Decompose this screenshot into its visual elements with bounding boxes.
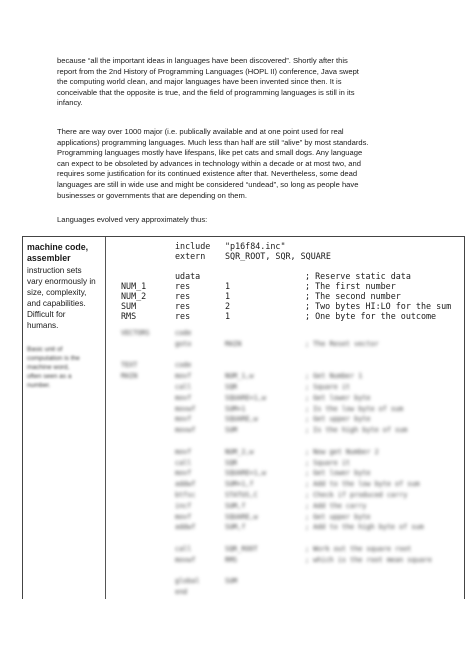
row-description-line: instruction sets: [27, 266, 82, 275]
code-opcode: movwf: [175, 555, 196, 564]
code-operand: SQUARE+1,w: [225, 469, 266, 478]
text-line: report from the 2nd History of Programming Languages (HOPL II) conference, Java swept: [57, 66, 359, 76]
code-operand: SQR: [225, 383, 238, 391]
code-operand: SQUARE,w: [225, 512, 258, 521]
code-opcode: movf: [175, 372, 192, 381]
code-comment: ; Two bytes HI:LO for the sum: [305, 301, 452, 311]
code-opcode: call: [175, 383, 192, 391]
code-label: SUM: [121, 301, 137, 311]
code-opcode: movf: [175, 393, 192, 402]
code-comment: ; Reserve static data: [305, 271, 411, 281]
text-line: infancy.: [57, 98, 83, 108]
code-opcode: movwf: [175, 426, 196, 435]
blurred-line: computation is the: [27, 355, 80, 362]
code-comment: ; Get upper byte: [305, 512, 371, 521]
text-line: conceivable that the opposite is true, and the field of programming languages is still in its: [57, 87, 355, 97]
code-comment: ; Get lower byte: [305, 393, 371, 402]
code-comment: ; Work out the square root: [305, 545, 412, 553]
blurred-line: number.: [27, 382, 51, 389]
code-operand: SUM: [225, 426, 238, 435]
code-operand: 1: [225, 311, 231, 321]
text-line: the computing world clean, and major languages have been invented since then. It is: [57, 77, 342, 87]
code-comment: ; Add to the high byte of sum: [305, 523, 424, 532]
row-title-line: machine code,: [27, 242, 89, 252]
text-line: can expect to be obsoleted by advances in technology within a decade or at most two, and: [57, 158, 361, 168]
code-opcode: extern: [175, 251, 206, 261]
code-label: NUM_2: [121, 291, 147, 301]
paragraph-evolution-intro: [57, 215, 417, 226]
row-title-line: assembler: [27, 253, 71, 263]
code-opcode: end: [175, 588, 188, 597]
text-line: because “all the important ideas in languages have been discovered”. Shortly after this: [57, 56, 348, 65]
code-operand: SQUARE+1,w: [225, 393, 266, 402]
code-opcode: incf: [175, 501, 192, 510]
row-description-line: humans.: [27, 321, 59, 330]
row-description-line: and capabilities.: [27, 299, 86, 308]
code-opcode: addwf: [175, 480, 196, 489]
languages-table: [22, 236, 465, 599]
text-line: languages are still in wide use and might be considered “undead”, so long as people have: [57, 179, 359, 189]
code-comment: ; One byte for the outcome: [305, 311, 437, 321]
code-opcode: global: [175, 577, 200, 586]
code-comment: ; Add to the low byte of sum: [305, 480, 420, 489]
code-operand: SQR: [225, 458, 238, 467]
code-operand: 1: [225, 281, 231, 291]
code-opcode: movf: [175, 415, 192, 424]
code-operand: SUM+1,f: [225, 480, 254, 489]
code-operand: MAIN: [225, 339, 242, 348]
code-operand: SUM+1: [225, 404, 246, 413]
code-opcode: addwf: [175, 523, 196, 532]
code-label: NUM_1: [121, 281, 147, 291]
code-comment: ; Now get Number 2: [305, 447, 379, 456]
code-operand: STATUS,C: [225, 491, 258, 499]
row-description-line: size, complexity,: [27, 288, 87, 297]
code-label: RMS: [121, 311, 137, 321]
code-opcode: call: [175, 545, 192, 553]
code-comment: ; Check if produced carry: [305, 491, 408, 499]
code-opcode: udata: [175, 271, 201, 281]
code-comment: ; Is the high byte of sum: [305, 426, 408, 435]
code-operand: 1: [225, 291, 231, 301]
code-comment: ; The Reset vector: [305, 339, 379, 348]
code-operand: SUM: [225, 577, 238, 586]
code-opcode: movf: [175, 447, 192, 456]
code-comment: ; which is the root mean square: [305, 555, 432, 564]
paragraph-hopl: [57, 56, 417, 109]
text-line: applications) programming languages. Much less than half are still “alive” by most standards.: [57, 137, 369, 147]
text-line: There are way over 1000 major (i.e. publically available and at one point used for real: [57, 127, 344, 136]
code-comment: ; Get lower byte: [305, 469, 371, 478]
code-opcode: movf: [175, 469, 192, 478]
code-opcode: btfsc: [175, 491, 196, 499]
code-comment: ; Square it: [305, 458, 351, 467]
code-comment: ; Get upper byte: [305, 415, 371, 424]
code-opcode: res: [175, 281, 191, 291]
code-label: TEXT: [121, 361, 138, 370]
blurred-line: often seen as a: [27, 373, 72, 380]
code-operand: 2: [225, 301, 231, 311]
code-operand: NUM_2,w: [225, 447, 254, 456]
code-label: VECTORS: [121, 329, 150, 337]
code-opcode: movwf: [175, 404, 196, 413]
code-operand: "p16f84.inc": [225, 241, 286, 251]
blurred-line: machine word,: [27, 364, 70, 371]
code-comment: ; Add the carry: [305, 501, 367, 510]
code-comment: ; Square it: [305, 383, 351, 391]
code-comment: ; The second number: [305, 291, 401, 301]
text-line: businesses or governments that are depending on them.: [57, 190, 247, 200]
code-opcode: call: [175, 458, 192, 467]
text-line: Programming languages mostly have lifespans, like pet cats and small dogs. Any language: [57, 148, 363, 158]
assembly-code-listing: [23, 237, 464, 599]
code-opcode: code: [175, 329, 192, 337]
code-operand: SQR_ROOT: [225, 545, 258, 553]
code-operand: RMS: [225, 555, 238, 564]
code-opcode: goto: [175, 339, 192, 348]
code-operand: SUM,f: [225, 523, 246, 532]
code-comment: ; Is the low byte of sum: [305, 404, 404, 413]
text-line: Languages evolved very approximately thus:: [57, 215, 208, 224]
code-operand: SUM,f: [225, 501, 246, 510]
blurred-line: Basic unit of: [27, 346, 63, 353]
row-description-line: vary enormously in: [27, 277, 96, 286]
code-opcode: res: [175, 311, 191, 321]
code-opcode: include: [175, 241, 211, 251]
code-label: MAIN: [121, 372, 138, 381]
code-comment: ; The first number: [305, 281, 396, 291]
code-operand: SQR_ROOT, SQR, SQUARE: [225, 251, 331, 261]
paragraph-language-lifespans: [57, 127, 417, 201]
row-description-line: Difficult for: [27, 310, 66, 319]
code-opcode: res: [175, 301, 191, 311]
code-comment: ; Get Number 1: [305, 372, 363, 381]
code-opcode: code: [175, 361, 192, 370]
text-line: requires some justification for its continued existence after that. Nevertheless, some dead: [57, 169, 358, 179]
code-opcode: movf: [175, 512, 192, 521]
code-opcode: res: [175, 291, 191, 301]
code-operand: SQUARE,w: [225, 415, 258, 424]
code-operand: NUM_1,w: [225, 372, 254, 381]
